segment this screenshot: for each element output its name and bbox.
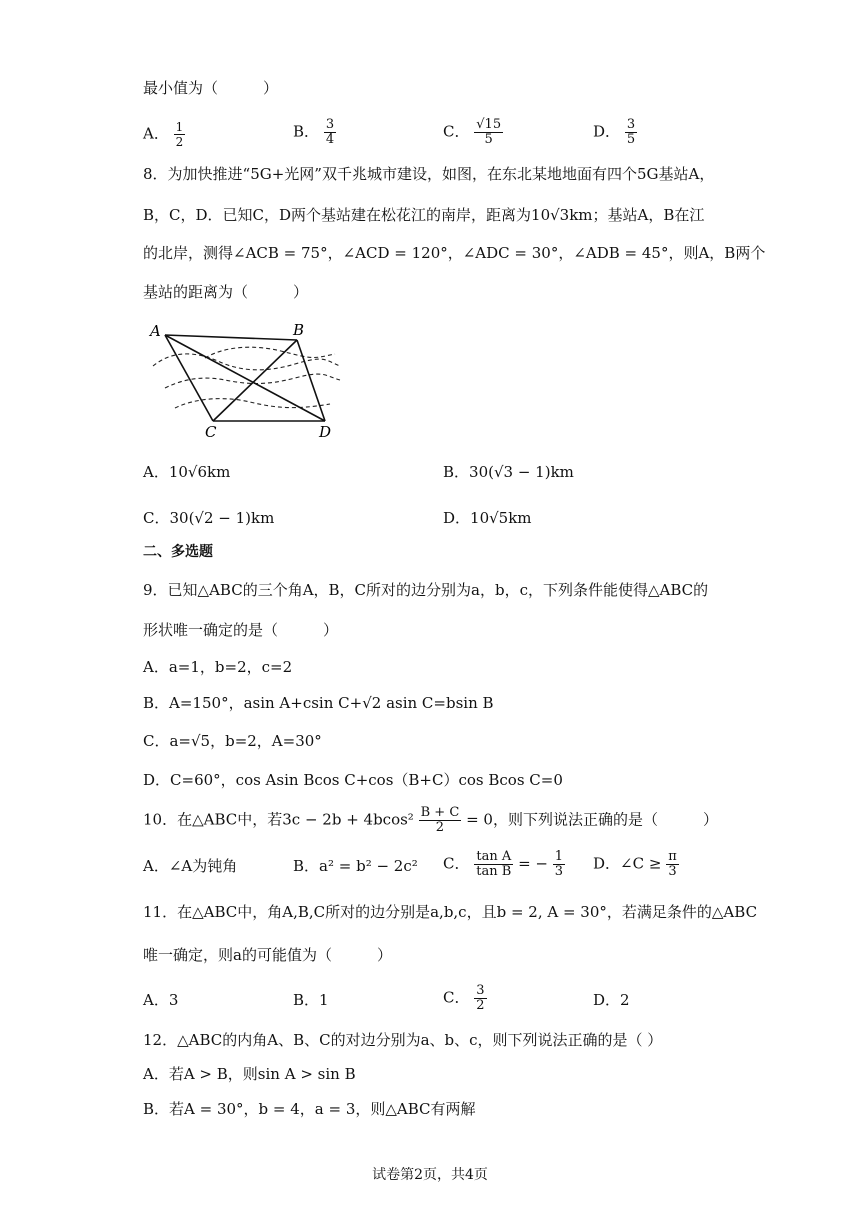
fraction: $\frac{\text{tan A}}{\text{tan B}}$ xyxy=(476,849,512,879)
vertex-label-d: D xyxy=(319,423,332,441)
q8-line-2: B，C，D．已知C，D两个基站建在松花江的南岸，距离为10√3km；基站A，B在江 xyxy=(143,206,705,224)
option-label: C． xyxy=(443,988,470,1007)
q9-option-d[interactable] xyxy=(143,770,563,790)
q10-stem xyxy=(143,806,718,835)
q7-option-b[interactable] xyxy=(293,118,336,147)
q12-line-1: 12．△ABC的内角A、B、C的对边分别为a、b、c，则下列说法正确的是（ ） xyxy=(143,1031,663,1049)
q11-option-b[interactable] xyxy=(293,990,329,1010)
fraction: $\frac{1}{2}$ xyxy=(175,120,184,149)
option-label: A． xyxy=(143,124,169,143)
option-text: 10√5km xyxy=(470,509,532,527)
q8-option-b[interactable] xyxy=(443,462,574,482)
option-label: A． xyxy=(143,658,169,676)
option-label: D． xyxy=(593,991,621,1009)
option-label: D． xyxy=(593,854,621,873)
option-label: B． xyxy=(143,694,170,712)
option-label: A． xyxy=(143,463,169,481)
q8-line-4: 基站的距离为（ ） xyxy=(143,283,309,301)
q11-line-2: 唯一确定，则a的可能值为（ ） xyxy=(143,946,392,964)
option-label: D． xyxy=(143,771,171,789)
option-label: D． xyxy=(443,509,471,527)
q11-option-a[interactable] xyxy=(143,990,178,1010)
q11-option-c[interactable] xyxy=(443,984,487,1013)
q9-line-2: 形状唯一确定的是（ ） xyxy=(143,621,339,639)
option-text: 1 xyxy=(319,991,329,1009)
q8-line-1: 8．为加快推进“5G+光网”双千兆城市建设，如图，在东北某地地面有四个5G基站A， xyxy=(143,165,715,183)
q10-option-b[interactable] xyxy=(293,856,418,876)
vertex-label-b: B xyxy=(293,321,305,339)
q8-option-d[interactable] xyxy=(443,508,532,528)
fraction: $\frac{3}{4}$ xyxy=(325,117,335,147)
q10-prefix: 10．在△ABC中，若3c − 2b + 4bcos² xyxy=(143,810,414,829)
q7-option-a[interactable] xyxy=(143,120,185,149)
q10-option-c[interactable] xyxy=(443,850,565,879)
q9-line-1: 9．已知△ABC的三个角A，B，C所对的边分别为a，b，c，下列条件能使得△ABC的 xyxy=(143,581,709,599)
option-label: A． xyxy=(143,991,169,1009)
q7-tail: 最小值为（ ） xyxy=(143,79,279,97)
fraction: $\frac{B + C}{2}$ xyxy=(420,805,460,835)
q8-option-c[interactable] xyxy=(143,508,274,528)
option-label: A． xyxy=(143,857,169,875)
q8-figure xyxy=(145,318,350,443)
option-text: 30(√3 − 1)km xyxy=(469,463,574,481)
option-text: 2 xyxy=(620,991,630,1009)
q9-option-c[interactable] xyxy=(143,731,322,751)
option-text: ∠A为钝角 xyxy=(168,857,238,875)
vertex-label-a: A xyxy=(150,322,161,340)
q11-line-1: 11．在△ABC中，角A,B,C所对的边分别是a,b,c，且b = 2, A = 30°，若满足条件的△ABC xyxy=(143,903,758,921)
option-label: C． xyxy=(443,854,470,873)
option-text: 3 xyxy=(168,991,179,1009)
option-text: 10√6km xyxy=(168,463,231,481)
fraction: $\frac{1}{3}$ xyxy=(554,849,564,879)
q7-option-c[interactable] xyxy=(443,118,503,147)
q10-option-a[interactable] xyxy=(143,856,237,876)
option-text: 30(√2 − 1)km xyxy=(169,509,275,527)
q10-suffix: = 0，则下列说法正确的是（ ） xyxy=(466,810,718,829)
option-text: a=√5，b=2，A=30° xyxy=(169,732,322,750)
option-label: C． xyxy=(143,732,170,750)
q12-option-b[interactable]: B．若A = 30°，b = 4，a = 3，则△ABC有两解 xyxy=(143,1100,476,1118)
fraction: $\frac{3}{2}$ xyxy=(476,983,485,1013)
q8-line-3: 的北岸，测得∠ACB = 75°，∠ACD = 120°，∠ADC = 30°，∠ADB = 45°，则A，B两个 xyxy=(143,244,766,262)
q8-option-a[interactable] xyxy=(143,462,230,482)
option-text: A=150°，asin A+csin C+√2 asin C=bsin B xyxy=(169,694,494,712)
option-label: B． xyxy=(293,122,320,141)
vertex-label-c: C xyxy=(205,423,217,441)
option-text: = − xyxy=(518,854,548,873)
q9-option-a[interactable] xyxy=(143,657,292,677)
option-label: B． xyxy=(443,463,470,481)
q10-option-d[interactable] xyxy=(593,850,679,879)
section-heading: 二、多选题 xyxy=(143,544,213,560)
option-label: D． xyxy=(593,122,621,141)
fraction: $\frac{3}{5}$ xyxy=(626,117,636,147)
q11-option-d[interactable] xyxy=(593,990,630,1010)
option-label: C． xyxy=(443,122,470,141)
option-label: B． xyxy=(293,857,320,875)
fraction: $\frac{\pi}{3}$ xyxy=(668,849,677,879)
fraction: $\frac{√15}{5}$ xyxy=(476,117,502,147)
q7-option-d[interactable] xyxy=(593,118,637,147)
q12-option-a[interactable]: A．若A > B，则sin A > sin B xyxy=(143,1065,356,1083)
option-text: ∠C ≥ xyxy=(620,854,662,873)
option-text: C=60°，cos Asin Bcos C+cos（B+C）cos Bcos C=0 xyxy=(170,771,563,789)
page-footer: 试卷第2页，共4页 xyxy=(372,1167,488,1183)
q9-option-b[interactable] xyxy=(143,693,494,713)
option-text: a=1，b=2，c=2 xyxy=(168,658,293,676)
option-label: B． xyxy=(293,991,320,1009)
option-text: a² = b² − 2c² xyxy=(319,857,418,875)
option-label: C． xyxy=(143,509,170,527)
